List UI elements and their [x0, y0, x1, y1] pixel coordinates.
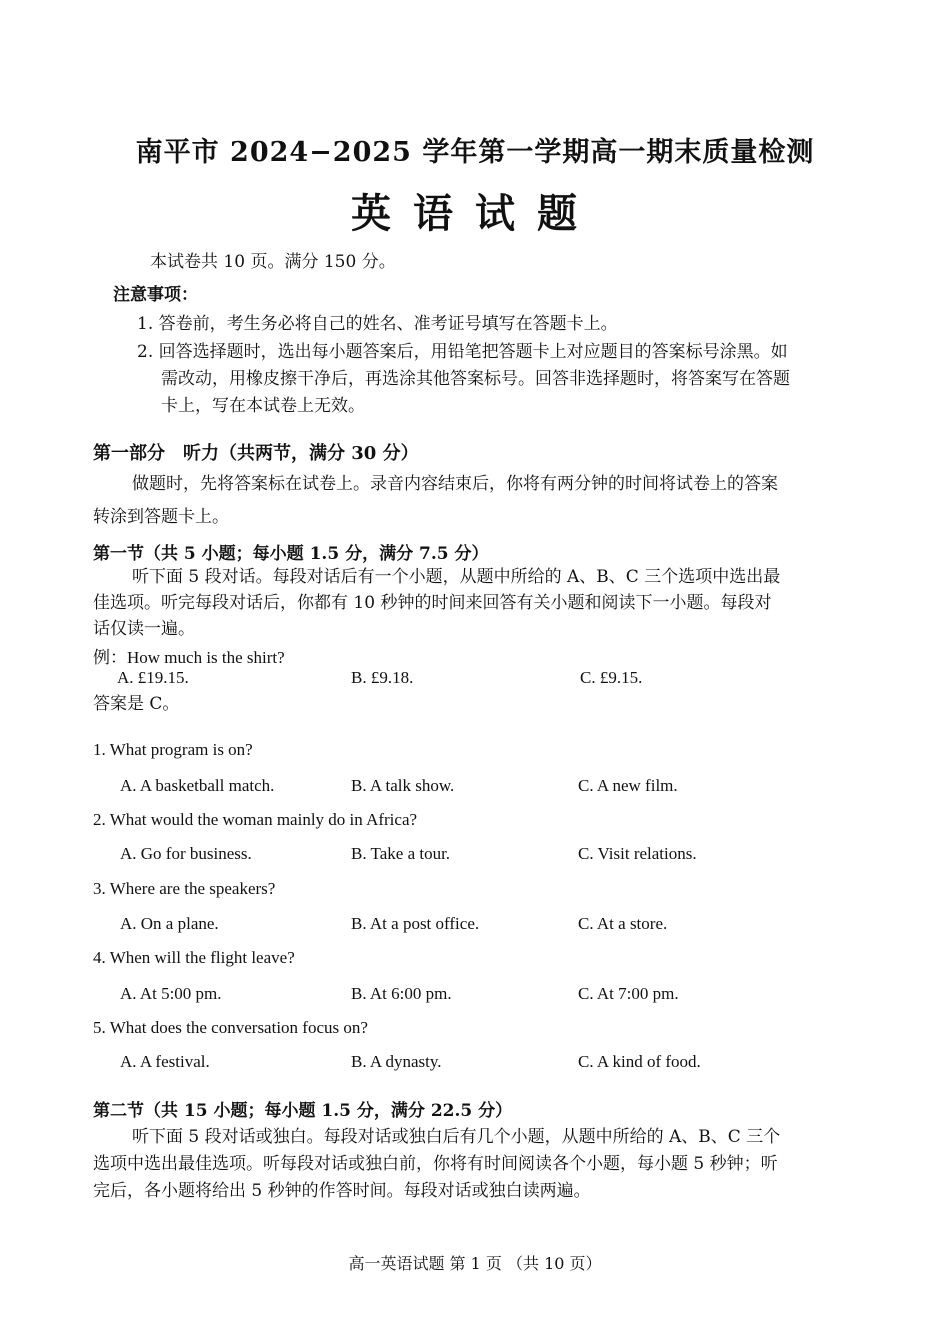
question-5: 5. What does the conversation focus on?: [93, 1018, 368, 1037]
question-4: 4. When will the flight leave?: [93, 948, 295, 967]
question-1-option-a: A. A basketball match.: [120, 776, 275, 795]
part1-instruction-line-2: 转涂到答题卡上。: [93, 507, 229, 527]
section2-instruction-line-1: 听下面 5 段对话或独白。每段对话或独白后有几个小题，从题中所给的 A、B、C 三个: [132, 1127, 781, 1147]
question-1: 1. What program is on?: [93, 740, 253, 759]
example-option-c: C. £9.15.: [580, 668, 643, 687]
section1-heading: 第一节（共 5 小题；每小题 1.5 分，满分 7.5 分）: [93, 544, 489, 564]
notice-item-1: 1. 答卷前，考生务必将自己的姓名、准考证号填写在答题卡上。: [137, 314, 618, 334]
example-answer: 答案是 C。: [93, 694, 180, 714]
notice-heading: 注意事项：: [113, 285, 198, 305]
question-4-option-b: B. At 6:00 pm.: [351, 984, 452, 1003]
question-1-option-b: B. A talk show.: [351, 776, 455, 795]
question-3: 3. Where are the speakers?: [93, 879, 276, 898]
notice-item-2-line-1: 2. 回答选择题时，选出每小题答案后，用铅笔把答题卡上对应题目的答案标号涂黑。如: [137, 342, 788, 362]
notice-item-2-line-3: 卡上，写在本试卷上无效。: [161, 396, 365, 416]
notice-item-2-line-2: 需改动，用橡皮擦干净后，再选涂其他答案标号。回答非选择题时，将答案写在答题: [161, 369, 790, 389]
question-3-option-b: B. At a post office.: [351, 914, 480, 933]
part1-instruction-line-1: 做题时，先将答案标在试卷上。录音内容结束后，你将有两分钟的时间将试卷上的答案: [132, 474, 778, 494]
section1-instruction-line-2: 佳选项。听完每段对话后，你都有 10 秒钟的时间来回答有关小题和阅读下一小题。每段对: [93, 593, 772, 613]
section1-instruction-line-1: 听下面 5 段对话。每段对话后有一个小题，从题中所给的 A、B、C 三个选项中选出最: [132, 567, 781, 587]
section2-instruction-line-3: 完后，各小题将给出 5 秒钟的作答时间。每段对话或独白读两遍。: [93, 1181, 591, 1201]
question-2-option-b: B. Take a tour.: [351, 844, 451, 863]
page-footer: 高一英语试题 第 1 页 （共 10 页）: [348, 1254, 602, 1273]
part1-heading: 第一部分 听力（共两节，满分 30 分）: [93, 443, 419, 464]
question-5-option-c: C. A kind of food.: [578, 1052, 701, 1071]
question-4-option-c: C. At 7:00 pm.: [578, 984, 679, 1003]
question-2: 2. What would the woman mainly do in Africa?: [93, 810, 418, 829]
example-option-b: B. £9.18.: [351, 668, 414, 687]
intro-text: 本试卷共 10 页。满分 150 分。: [150, 252, 396, 272]
section2-instruction-line-2: 选项中选出最佳选项。听每段对话或独白前，你将有时间阅读各个小题，每小题 5 秒钟；听: [93, 1154, 778, 1174]
question-2-option-c: C. Visit relations.: [578, 844, 697, 863]
question-4-option-a: A. At 5:00 pm.: [120, 984, 222, 1003]
section2-heading: 第二节（共 15 小题；每小题 1.5 分，满分 22.5 分）: [93, 1101, 513, 1121]
question-1-option-c: C. A new film.: [578, 776, 678, 795]
section1-instruction-line-3: 话仅读一遍。: [93, 619, 195, 639]
question-3-option-a: A. On a plane.: [120, 914, 219, 933]
question-3-option-c: C. At a store.: [578, 914, 668, 933]
question-2-option-a: A. Go for business.: [120, 844, 252, 863]
exam-subject-title: 英语试题: [351, 190, 599, 237]
example-question: 例：How much is the shirt?: [93, 648, 285, 667]
question-5-option-b: B. A dynasty.: [351, 1052, 442, 1071]
example-option-a: A. £19.15.: [117, 668, 189, 687]
question-5-option-a: A. A festival.: [120, 1052, 210, 1071]
exam-title: 南平市 2024−2025 学年第一学期高一期末质量检测: [135, 137, 815, 168]
